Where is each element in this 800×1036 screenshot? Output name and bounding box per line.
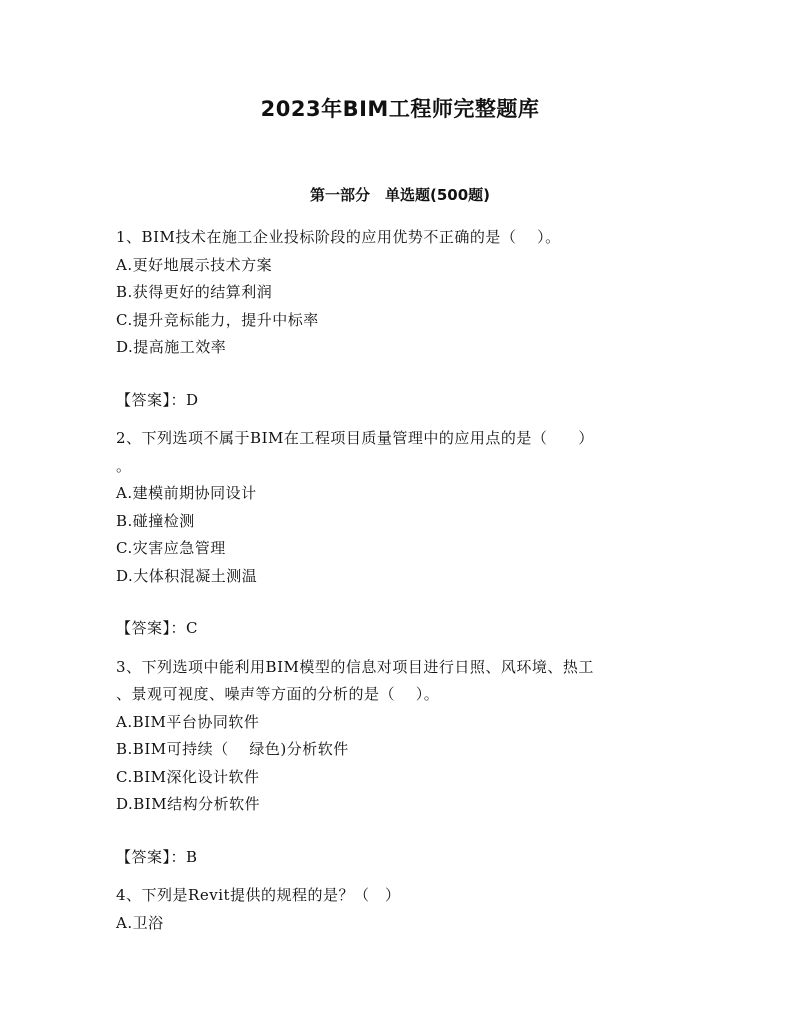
question-list xyxy=(116,224,696,937)
answer-line xyxy=(116,615,696,643)
question-1 xyxy=(116,224,696,414)
option-b: B.BIM可持续（ 绿色)分析软件 xyxy=(116,740,349,758)
option-c: C.提升竞标能力，提升中标率 xyxy=(116,310,319,329)
option-d: D.提高施工效率 xyxy=(116,338,227,356)
option-list xyxy=(116,910,696,938)
option-a: A.更好地展示技术方案 xyxy=(116,255,273,274)
document-title: 2023年BIM工程师完整题库 xyxy=(260,97,540,121)
question-stem-continuation: 。 xyxy=(116,456,132,475)
answer-line xyxy=(116,844,696,872)
option-b: B.碰撞检测 xyxy=(116,511,195,530)
answer-label: 【答案】： xyxy=(116,619,187,637)
answer-label: 【答案】： xyxy=(116,847,187,866)
answer-value: D xyxy=(186,390,199,409)
question-stem: 2、下列选项不属于BIM在工程项目质量管理中的应用点的是（ ） xyxy=(116,429,594,447)
question-3 xyxy=(116,654,696,872)
question-4 xyxy=(116,882,696,937)
question-2 xyxy=(116,425,696,643)
answer-value: C xyxy=(186,619,198,637)
option-c: C.灾害应急管理 xyxy=(116,539,226,557)
option-list xyxy=(116,709,696,819)
section-heading: 第一部分 单选题(500题) xyxy=(309,186,491,204)
option-list xyxy=(116,252,696,362)
option-c: C.BIM深化设计软件 xyxy=(116,767,260,786)
question-stem: 3、下列选项中能利用BIM模型的信息对项目进行日照、风环境、热工 xyxy=(116,657,594,676)
option-d: D.BIM结构分析软件 xyxy=(116,795,261,813)
option-d: D.大体积混凝土测温 xyxy=(116,566,258,585)
option-list xyxy=(116,480,696,590)
question-stem: 1、BIM技术在施工企业投标阶段的应用优势不正确的是（ ）。 xyxy=(116,228,561,246)
answer-line xyxy=(116,387,696,415)
option-a: A.卫浴 xyxy=(116,913,164,932)
question-stem: 4、下列是Revit提供的规程的是？（ ） xyxy=(116,886,401,904)
answer-value: B xyxy=(186,847,198,866)
answer-label: 【答案】： xyxy=(116,390,187,409)
question-stem-continuation: 、景观可视度、噪声等方面的分析的是（ ）。 xyxy=(116,685,440,703)
option-a: A.BIM平台协同软件 xyxy=(116,712,260,731)
option-b: B.获得更好的结算利润 xyxy=(116,283,273,301)
option-a: A.建模前期协同设计 xyxy=(116,484,257,502)
